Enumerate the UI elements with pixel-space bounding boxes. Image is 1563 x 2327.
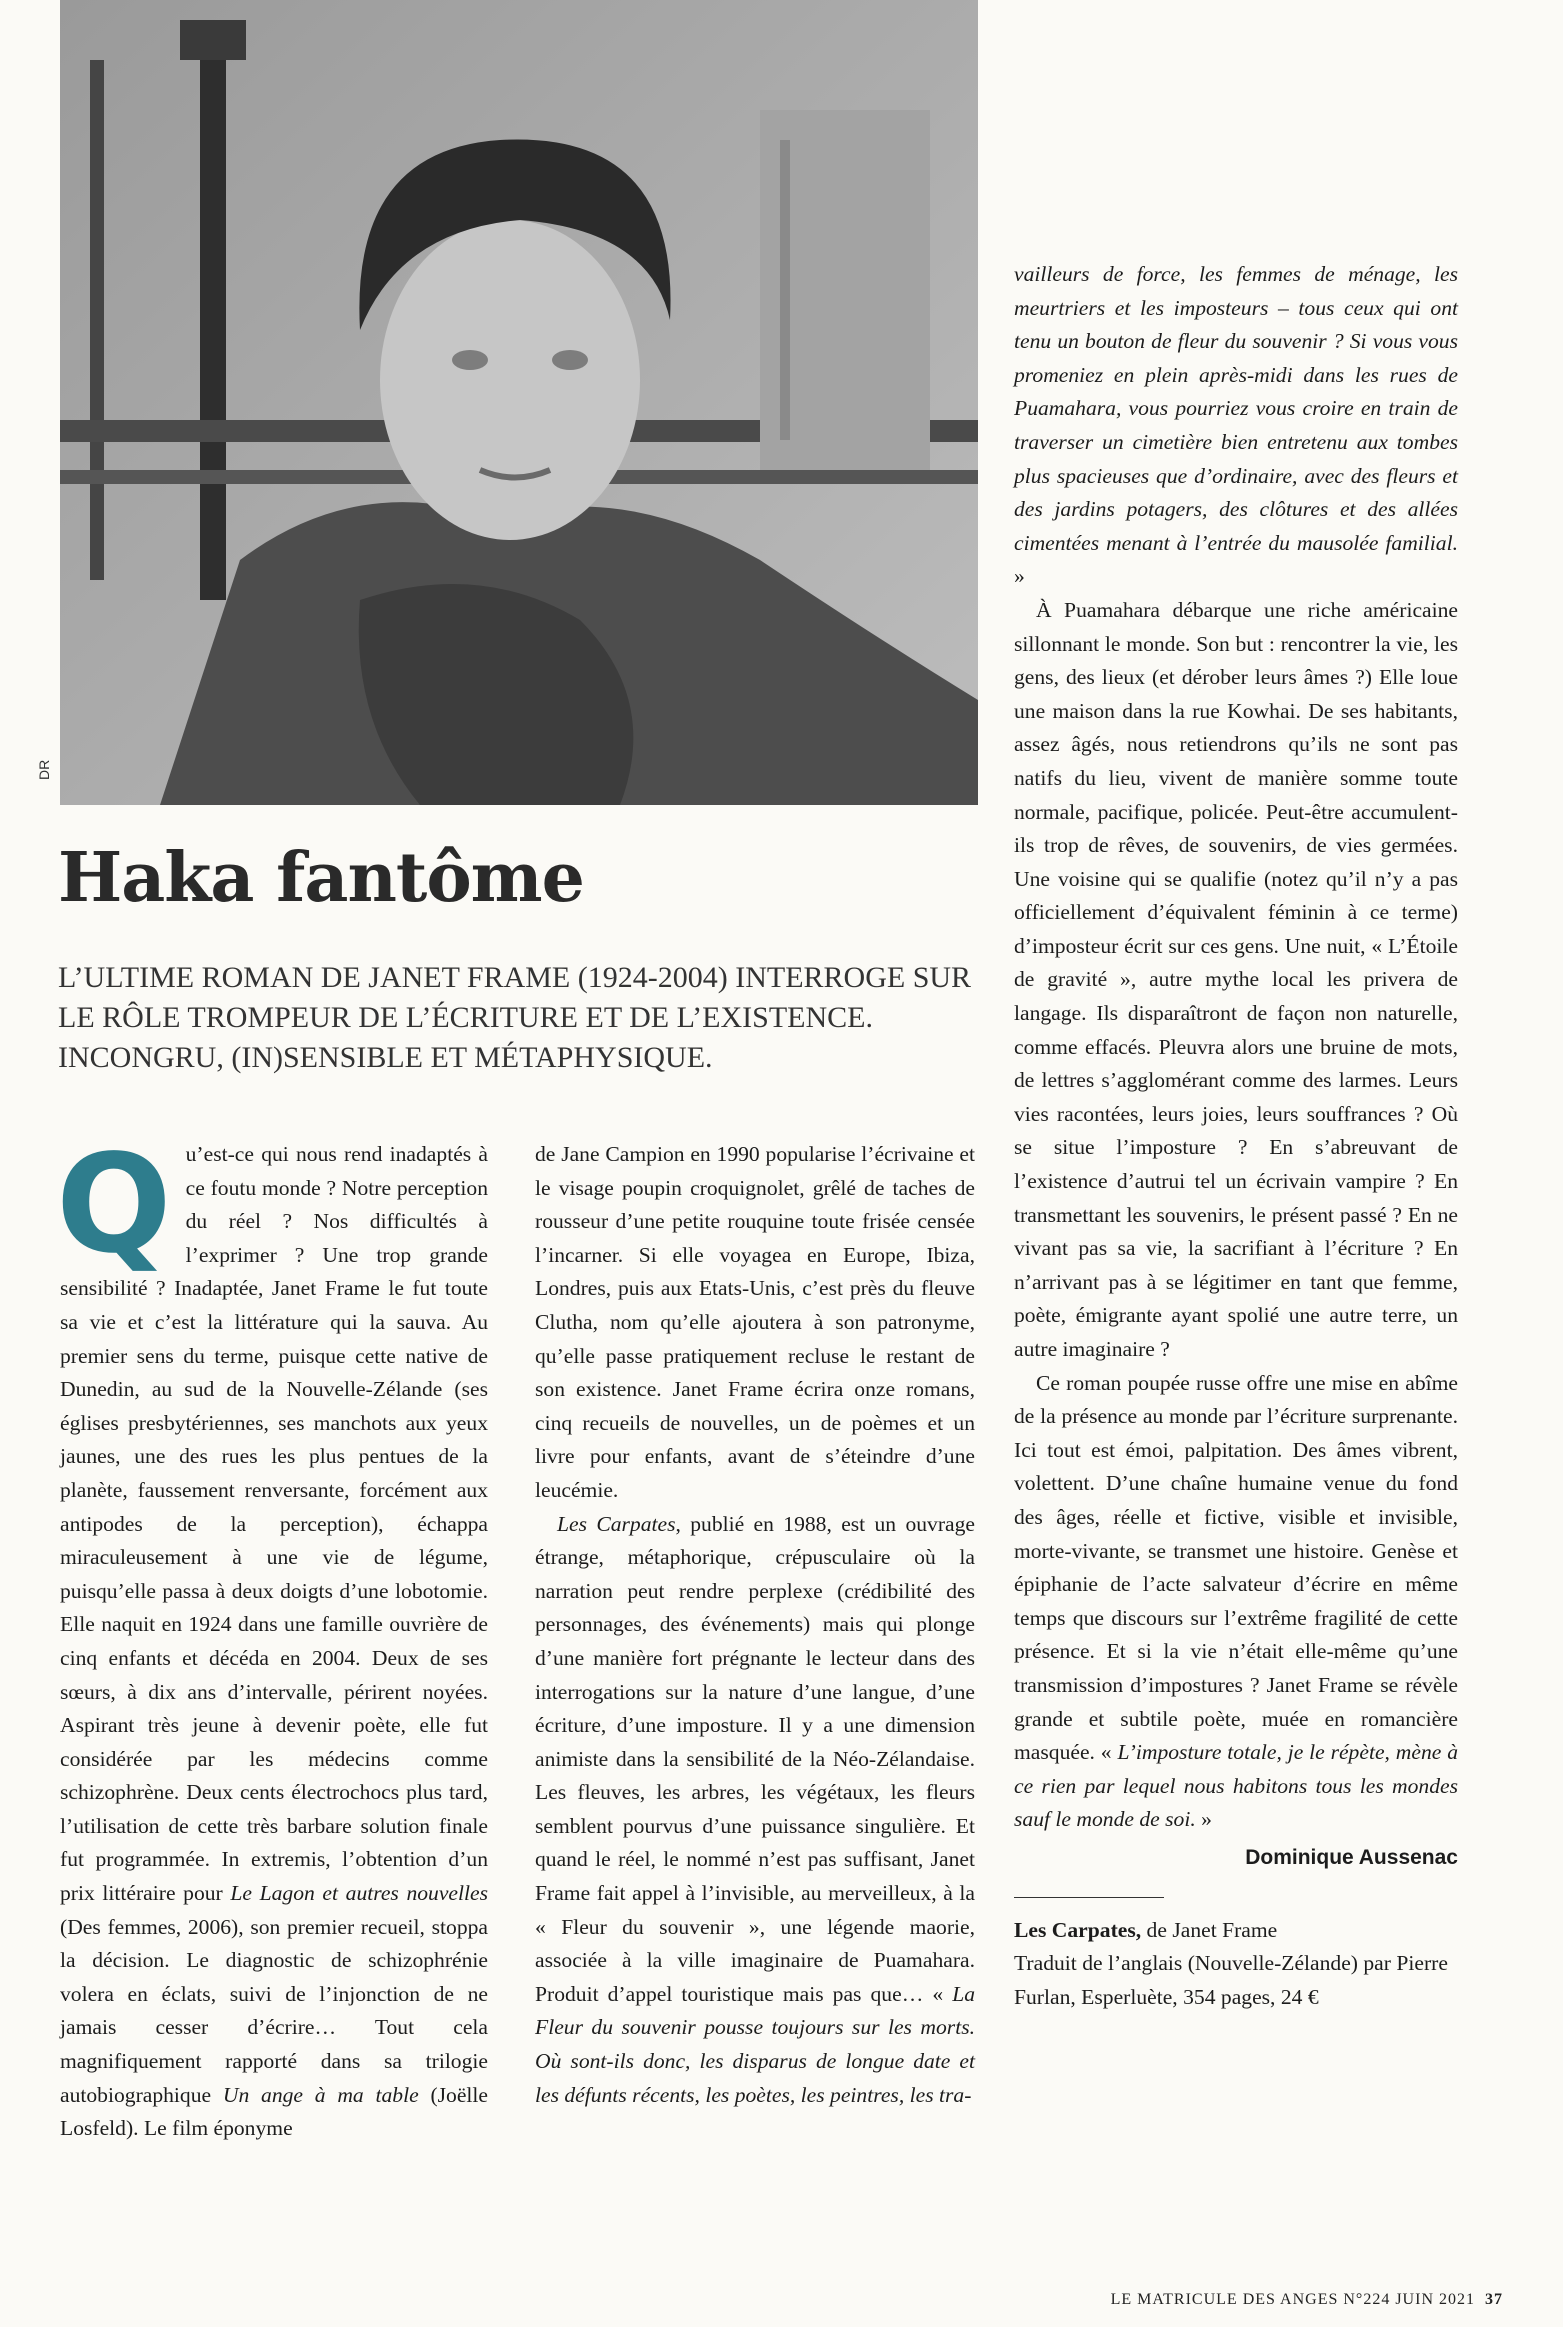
page-footer bbox=[1111, 2291, 1503, 2309]
divider bbox=[1014, 1897, 1164, 1898]
text: À Puamahara débarque une riche américaine sillonnant le monde. Son but : rencontrer la vie, les gens, des lieux (et dérober leurs âmes ?) Elle loue une maison dans la rue Kowhai. De ses habitants, assez âgés, nous retiendrons qu’ils ne sont pas natifs du lieu, vivent de manière somme toute normale, pacifique, policée. Peut-être accumulent-ils trop de rêves, de souvenirs, de vies germées. Une voisine qui se qualifie (notez qu’il n’y a pas officiellement d’équivalent féminin à ce terme) d’imposteur écrit sur ces gens. Une nuit, « L’Étoile de gravité », autre mythe local les privera de langage. Ils disparaîtront de façon non naturelle, comme effacés. Pleuvra alors une bruine de mots, de lettres s’agglomérant comme des larmes. Leurs vies racontées, leurs joies, leurs souffrances ? Où se situe l’imposture ? En s’abreuvant de l’existence d’autrui tel un écrivain vampire ? En transmettant les souvenirs, le présent passé ? En ne vivant pas sa vie, la sacrifiant à l’écriture ? En n’arrivant pas à se légitimer en tant que femme, poète, émigrante ayant spolié une autre terre, un autre imaginaire ? bbox=[1014, 597, 1458, 1361]
paragraph bbox=[1014, 594, 1458, 1367]
book-info-details: Traduit de l’anglais (Nouvelle-Zélande) par Pierre Furlan, Esperluète, 354 pages, 24 € bbox=[1014, 1951, 1448, 2009]
paragraph bbox=[1014, 1367, 1458, 1837]
book-title: Le Lagon et autres nouvelles bbox=[230, 1881, 488, 1906]
article-deck: L’ULTIME ROMAN DE JANET FRAME (1924-2004) INTERROGE SUR LE RÔLE TROMPEUR DE L’ÉCRITURE ET DE L’EXISTENCE. INCONGRU, (IN)SENSIBLE ET MÉTAPHYSIQUE. bbox=[58, 961, 972, 1074]
text: » bbox=[1014, 564, 1025, 589]
paragraph bbox=[56, 1126, 489, 2146]
photo-credit: DR bbox=[36, 759, 52, 780]
portrait-photo-icon bbox=[60, 0, 978, 805]
book-title: Les Carpates bbox=[557, 1511, 676, 1536]
quote: L’imposture totale, je le répète, mène à ce rien par lequel nous habitons tous les mondes sauf le monde de soi. bbox=[1014, 1740, 1458, 1832]
paragraph bbox=[535, 1508, 975, 2113]
text: , publié en 1988, est un ouvrage étrange, métaphorique, crépusculaire où la narration peut rendre perplexe (crédibilité des personnages, des événements) mais qui plonge d’une manière fort prégnante le lecteur dans des interrogations sur la nature d’une langue, d’une écriture, d’une imposture. Il y a une dimension animiste dans la sensibilité de la Néo-Zélandaise. Les fleuves, les arbres, les végétaux, les fleurs semblent pourvus d’une puissance singulière. Et quand le réel, le nommé n’est pas suffisant, Janet Frame fait appel à l’invisible, au merveilleux, à la « Fleur du souvenir », une légende maorie, associée à la ville imaginaire de Puamahara. Produit d’appel touristique mais pas que… « bbox=[535, 1511, 975, 2006]
portrait-photo bbox=[60, 0, 978, 805]
paragraph bbox=[1014, 258, 1458, 594]
article-column-1 bbox=[56, 1126, 489, 2146]
paragraph bbox=[535, 1138, 975, 1508]
magazine-issue: LE MATRICULE DES ANGES N°224 JUIN 2021 bbox=[1110, 2291, 1475, 2308]
quote: La Fleur du souvenir pousse toujours sur les morts. Où sont-ils donc, les disparus de longue date et les défunts récents, les poètes, les peintres, les tra- bbox=[535, 1981, 975, 2107]
page-number: 37 bbox=[1485, 2291, 1503, 2308]
book-title: Un ange à ma table bbox=[222, 2082, 419, 2107]
book-info-title: Les Carpates, bbox=[1014, 1917, 1142, 1942]
book-info bbox=[1014, 1914, 1458, 2015]
text: de Jane Campion en 1990 popularise l’écrivaine et le visage poupin croquignolet, grêlé de taches de rousseur d’une petite rouquine toute frisée censée l’incarner. Si elle voyagea en Europe, Ibiza, Londres, puis aux Etats-Unis, c’est près du fleuve Clutha, nom qu’elle ajoutera à son patronyme, qu’elle passe pratiquement recluse le restant de son existence. Janet Frame écrira onze romans, cinq recueils de nouvelles, un de poèmes et un livre pour enfants, avant de s’éteindre d’une leucémie. bbox=[535, 1142, 975, 1502]
article-column-3 bbox=[1014, 258, 1458, 2014]
quote: vailleurs de force, les femmes de ménage, les meurtriers et les imposteurs – tous ceux qui ont tenu un bouton de fleur du souvenir ? Si vous vous promeniez en plein après-midi dans les rues de Puamahara, vous pourriez vous croire en train de traverser un cimetière bien entretenu aux tombes plus spacieuses que d’ordinaire, avec des fleurs et des jardins potagers, des clôtures et des allées cimentées menant à l’entrée du mausolée familial. bbox=[1014, 262, 1458, 555]
author-signature: Dominique Aussenac bbox=[1245, 1845, 1458, 1869]
drop-cap: Q bbox=[56, 1126, 172, 1284]
article-column-2 bbox=[535, 1138, 975, 2112]
article-title: Haka fantôme bbox=[58, 838, 584, 918]
text: (Des femmes, 2006), son premier recueil, stoppa la décision. Le diagnostic de schizophrénie volera en éclats, suivi de l’injonction de ne jamais cesser d’écrire… Tout cela magnifiquement rapporté dans sa trilogie autobiographique bbox=[60, 1914, 488, 2107]
text: Ce roman poupée russe offre une mise en abîme de la présence au monde par l’écriture surprenante. Ici tout est émoi, palpitation. Des âmes vibrent, volettent. D’une chaîne humaine venue du fond des âges, réelle et fictive, visible et invisible, morte-vivante, se transmet une histoire. Genèse et épiphanie de l’acte salvateur d’écrire en même temps que discours sur l’extrême fragilité de cette présence. Et si la vie n’était elle-même qu’une transmission d’impostures ? Janet Frame se révèle grande et subtile poète, muée en romancière masquée. « bbox=[1014, 1370, 1458, 1765]
text: » bbox=[1195, 1807, 1212, 1832]
book-info-author: de Janet Frame bbox=[1141, 1917, 1278, 1942]
text: (Joëlle Losfeld). Le film éponyme bbox=[60, 2082, 489, 2141]
text: u’est-ce qui nous rend inadaptés à ce foutu monde ? Notre perception du réel ? Nos difficultés à l’exprimer ? Une trop grande sensibilité ? Inadaptée, Janet Frame le fut toute sa vie et c’est la littérature qui la sauva. Au premier sens du terme, puisque cette native de Dunedin, au sud de la Nouvelle-Zélande (ses églises presbytériennes, ses manchots aux yeux jaunes, une des rues les plus pentues de la planète, faussement renversante, forcément aux antipodes de la perception), échappa miraculeusement à une vie de légume, puisqu’elle passa à deux doigts d’une lobotomie. Elle naquit en 1924 dans une famille ouvrière de cinq enfants et décéda en 2004. Deux de ses sœurs, à dix ans d’intervalle, périrent noyées. Aspirant très jeune à devenir poète, elle fut considérée par les médecins comme schizophrène. Deux cents électrochocs plus tard, l’utilisation de cette très barbare solution finale fut programmée. In extremis, l’obtention d’un prix littéraire pour bbox=[60, 1142, 488, 1906]
